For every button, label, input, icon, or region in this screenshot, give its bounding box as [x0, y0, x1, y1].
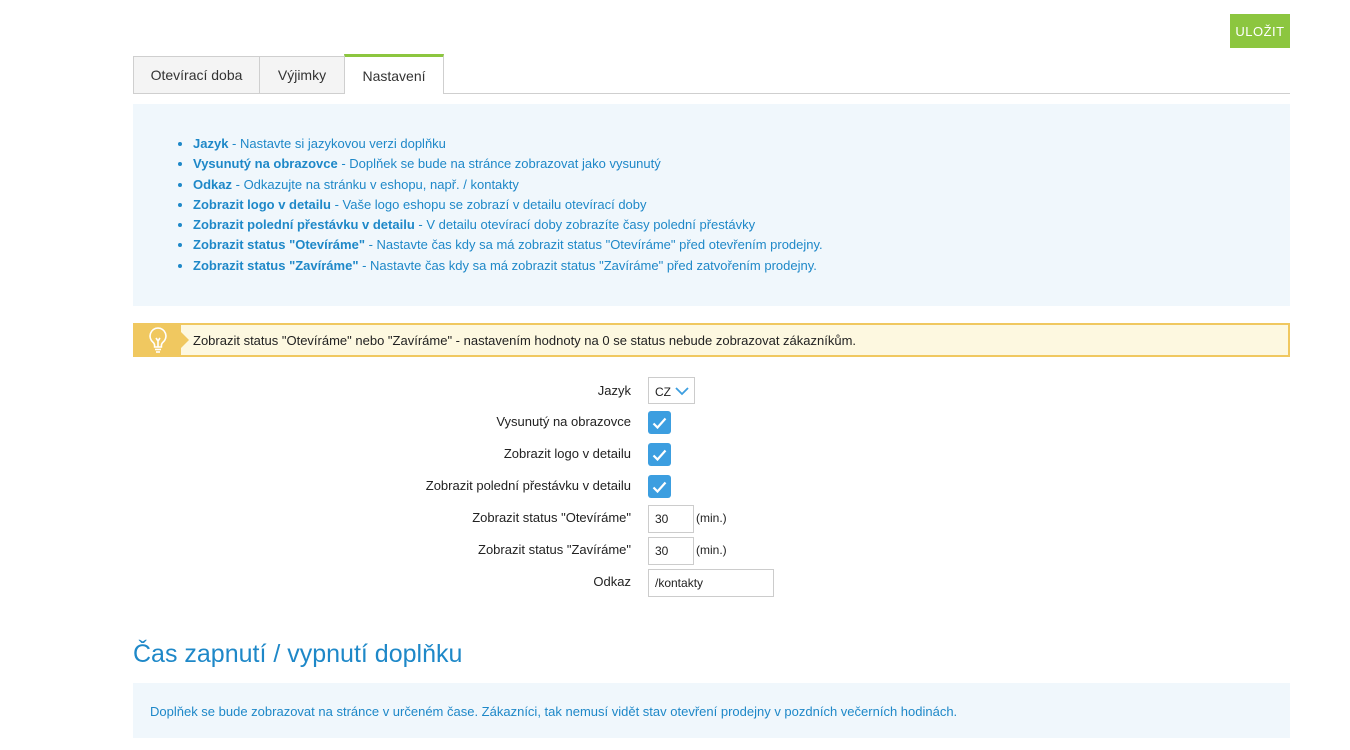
- form-row-opening-status: [133, 503, 1290, 533]
- form-row-link: [133, 567, 1290, 597]
- help-item-lunch: • Zobrazit polední přestávku v detailu - V detailu otevírací doby zobrazíte časy polední přestávky: [193, 215, 1290, 235]
- help-item-link: • Odkaz - Odkazujte na stránku v eshopu, např. / kontakty: [193, 175, 1290, 195]
- form-row-language: [133, 376, 1290, 406]
- language-label: Jazyk: [597, 383, 631, 398]
- form-row-slide-out: [133, 407, 1290, 437]
- lightbulb-icon: [135, 325, 181, 355]
- opening-status-label: Zobrazit status "Otevíráme": [472, 510, 631, 525]
- language-select[interactable]: [648, 377, 695, 404]
- help-item-logo: • Zobrazit logo v detailu - Vaše logo eshopu se zobrazí v detailu otevírací doby: [193, 195, 1290, 215]
- save-button[interactable]: ULOŽIT: [1230, 14, 1290, 48]
- tip-text: Zobrazit status "Otevíráme" nebo "Zavíráme" - nastavením hodnoty na 0 se status nebude zobrazovat zákazníkům.: [193, 333, 857, 348]
- check-icon: [652, 481, 667, 493]
- slide-out-label: Vysunutý na obrazovce: [496, 414, 631, 429]
- slide-out-checkbox[interactable]: [648, 411, 671, 434]
- schedule-info-text: Doplňek se bude zobrazovat na stránce v určeném čase. Zákazníci, tak nemusí vidět stav otevření prodejny v pozdních večerních hodinách.: [150, 704, 958, 719]
- help-list: [133, 104, 1290, 276]
- closing-status-label: Zobrazit status "Zavíráme": [478, 542, 631, 557]
- opening-status-input[interactable]: [648, 505, 694, 533]
- help-item-closing-status: • Zobrazit status "Zavíráme" - Nastavte čas kdy sa má zobrazit status "Zavíráme" před zatvořením prodejny.: [193, 256, 1290, 276]
- help-item-language: • Jazyk - Nastavte si jazykovou verzi doplňku: [193, 134, 1290, 154]
- show-logo-checkbox[interactable]: [648, 443, 671, 466]
- form-row-show-lunch: [133, 471, 1290, 501]
- tip-banner: [133, 323, 1290, 357]
- closing-status-input[interactable]: [648, 537, 694, 565]
- tab-bar: [133, 54, 1290, 94]
- chevron-down-icon: [674, 383, 690, 402]
- show-lunch-label: Zobrazit polední přestávku v detailu: [425, 478, 631, 493]
- schedule-section-title: Čas zapnutí / vypnutí doplňku: [133, 640, 463, 668]
- form-row-closing-status: [133, 535, 1290, 565]
- closing-status-unit: (min.): [696, 543, 727, 557]
- link-input[interactable]: [648, 569, 774, 597]
- help-item-slide-out: • Vysunutý na obrazovce - Doplňek se bude na stránce zobrazovat jako vysunutý: [193, 154, 1290, 174]
- tab-settings[interactable]: Nastavení: [344, 54, 444, 94]
- form-row-show-logo: [133, 439, 1290, 469]
- help-item-opening-status: • Zobrazit status "Otevíráme" - Nastavte čas kdy sa má zobrazit status "Otevíráme" před otevřením prodejny.: [193, 235, 1290, 255]
- show-logo-label: Zobrazit logo v detailu: [503, 446, 631, 461]
- check-icon: [652, 449, 667, 461]
- opening-status-unit: (min.): [696, 511, 727, 525]
- tab-opening-hours[interactable]: Otevírací doba: [133, 56, 260, 93]
- show-lunch-checkbox[interactable]: [648, 475, 671, 498]
- link-label: Odkaz: [593, 574, 631, 589]
- language-value: CZ: [655, 385, 671, 399]
- schedule-info-box: [133, 683, 1290, 738]
- help-box: [133, 104, 1290, 306]
- check-icon: [652, 417, 667, 429]
- tab-exceptions[interactable]: Výjimky: [259, 56, 345, 93]
